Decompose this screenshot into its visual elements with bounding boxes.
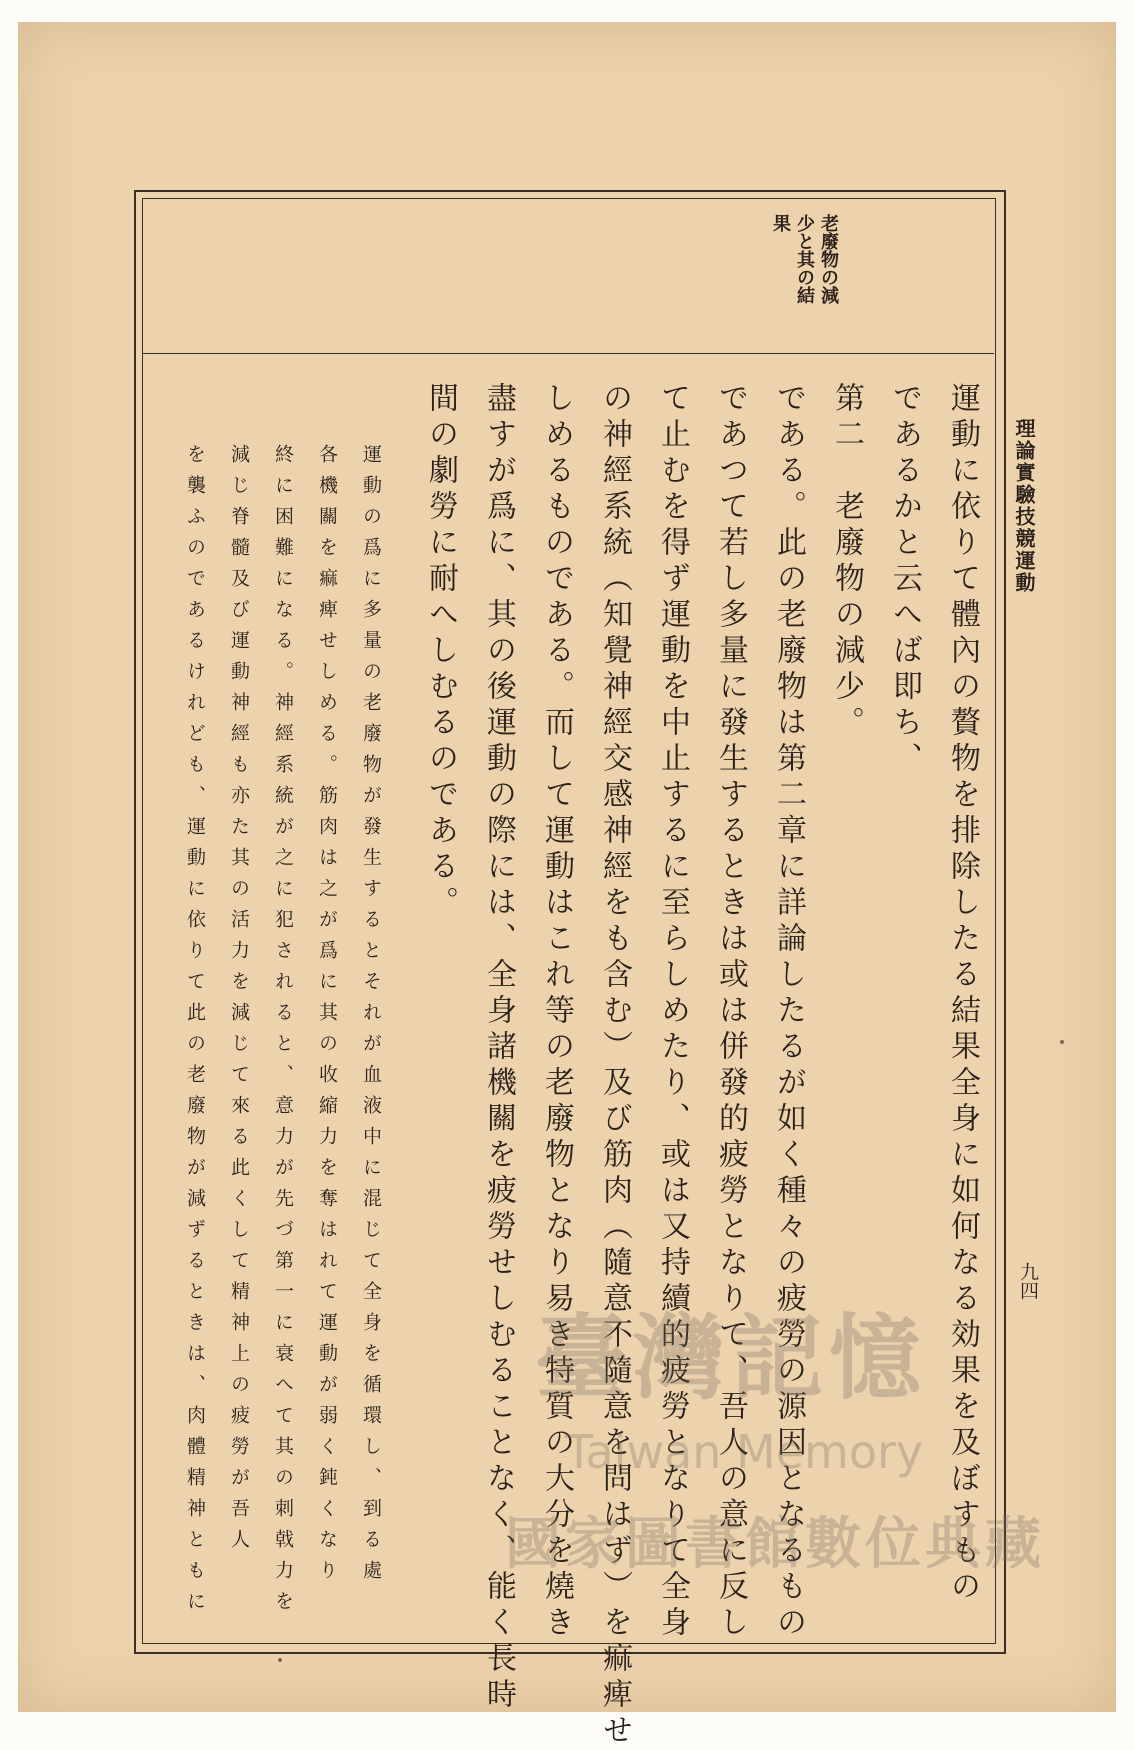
small-column: 減じ脊髓及び運動神經も亦た其の活力を減じて來る此くして精神上の疲勞が吾人	[228, 444, 250, 1560]
sidenote-line: 果	[770, 214, 791, 232]
small-column: 各機關を痲痺せしめる。筋肉は之が爲に其の收縮力を奪はれて運動が弱く鈍くなり	[316, 444, 338, 1591]
paper-speck	[278, 1658, 282, 1662]
watermark-english: Taiwan Memory	[565, 1425, 924, 1479]
main-column: 間の劇勞に耐へしむるのである。	[423, 382, 458, 922]
watermark	[495, 1285, 1075, 1645]
watermark-title: 臺灣記憶	[535, 1305, 928, 1412]
main-column: 第二 老廢物の減少。	[829, 382, 864, 742]
small-column: 終に困難になる。神經系統が之に犯されると、意力が先づ第一に衰へて其の刺戟力を	[272, 444, 294, 1622]
sidenote-line: 少と其の結	[794, 214, 815, 304]
small-column: を襲ふのであるけれども、運動に依りて此の老廢物が減ずるときは、肉體精神ともに	[184, 444, 206, 1622]
page-number: 九四	[1017, 1262, 1039, 1300]
main-column: の神經系統（知覺神經交感神經をも含む）及び筋肉（隨意不隨意を問はず）を痲痺せ	[597, 382, 632, 1750]
small-column: 運動の爲に多量の老廢物が發生するとそれが血液中に混じて全身を循環し、到る處	[360, 444, 382, 1591]
main-column: 盡すが爲に、其の後運動の際には、全身諸機關を疲勞せしむることなく、能く長時	[481, 382, 516, 1714]
sidenote-line: 老廢物の減	[818, 214, 839, 304]
main-column: である。此の老廢物は第二章に詳論したるが如く種々の疲勞の源因となるもの	[771, 382, 806, 1642]
main-column: 運動に依りて體內の贅物を排除したる結果全身に如何なる効果を及ぼすもの	[945, 382, 980, 1606]
main-column: しめるものである。而して運動はこれ等の老廢物となり易き特質の大分を燒き	[539, 382, 574, 1642]
header-divider	[142, 353, 994, 354]
main-column: であるかと云へば即ち、	[887, 382, 922, 778]
main-column: であつて若し多量に發生するときは或は併發的疲勞となりて、吾人の意に反し	[713, 382, 748, 1642]
running-title: 理論實驗技競運動	[1012, 418, 1036, 594]
paper-speck	[1060, 1040, 1064, 1044]
watermark-subtitle: 國家圖書館數位典藏	[505, 1512, 1045, 1577]
main-column: て止むを得ず運動を中止するに至らしめたり、或は又持續的疲勞となりて全身	[655, 382, 690, 1642]
